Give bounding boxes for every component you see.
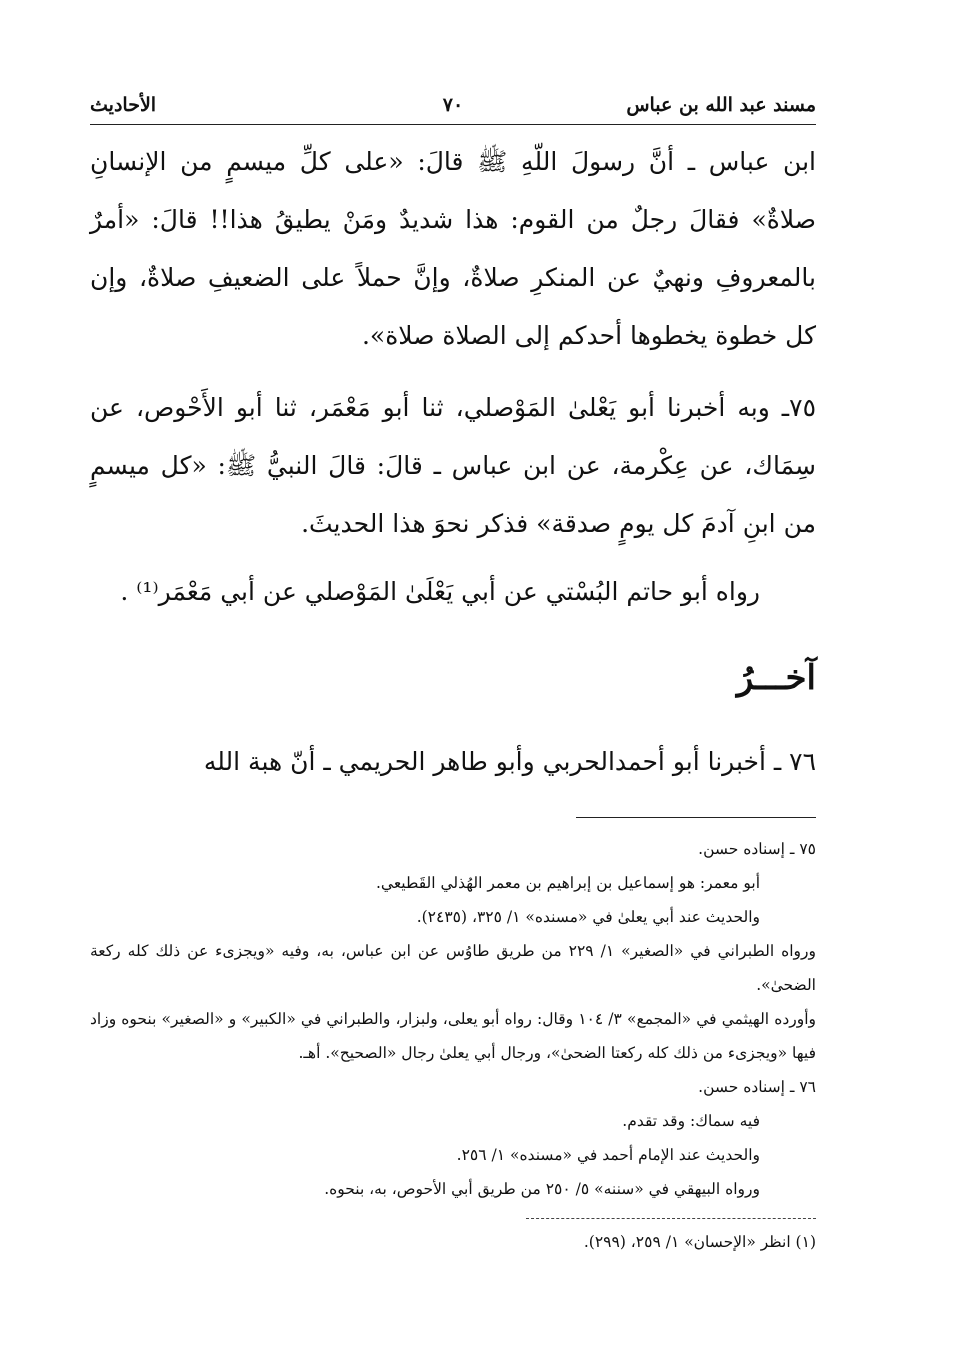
- book-title: مسند عبد الله بن عباس: [626, 94, 816, 116]
- note-75-heading: ٧٥ ـ إسناده حسن.: [698, 840, 816, 858]
- note-75-line: وأورده الهيثمي في «المجمع» ٣/ ١٠٤ وقال: رواه أبو يعلى، ولبزار، والطبراني في «الكبير» و «الصغير» بنحوه وزاد فيها «ويجزىء من ذلك كله ركعتا الضحىٰ»، ورجال أبي يعلىٰ رجال «الصحيح». أهـ.: [90, 1010, 816, 1062]
- note-75-line: أبو معمر: هو إسماعيل بن إبراهيم بن معمر الهُذلي القَطيعي.: [375, 874, 760, 892]
- note-76-line: والحديث عند الإمام أحمد في «مسنده» ١/ ٢٥٦.: [456, 1146, 760, 1164]
- note-76-body: [90, 1104, 816, 1206]
- hadith-75-riwaya: رواه أبو حاتم البُسْتي عن أبي يَعْلَىٰ المَوْصلي عن أبي مَعْمَر⁽¹⁾ .: [120, 577, 760, 606]
- note-76-heading: ٧٦ ـ إسناده حسن.: [698, 1078, 816, 1096]
- footnote-separator: [526, 1218, 816, 1219]
- note-75-body: [90, 866, 816, 1070]
- running-header: [90, 88, 816, 124]
- book-page: [90, 88, 816, 1259]
- main-text: [90, 133, 816, 791]
- hadith-74-continuation: ابن عباس ـ أنَّ رسولَ اللّهِ ﷺ قالَ: «على كلِّ ميسمٍ من الإنسانِ صلاةٌ» فقالَ رجلٌ من القوم: هذا شديدٌ ومَنْ يطيقُ هذا!! قالَ: «أمرٌ بالمعروفِ ونهيٌ عن المنكرِ صلاةٌ، وإنَّ حملاً على الضعيفِ صلاةٌ، وإن كل خطوة يخطوها أحدكم إلى الصلاة صلاة».: [90, 147, 816, 350]
- note-76-line: ورواه البيهقي في «سننه» ٥/ ٢٥٠ من طريق أبي الأحوص، به، بنحوه.: [324, 1180, 760, 1198]
- section-title: الأحاديث: [90, 94, 157, 116]
- commentary-notes: [90, 832, 816, 1206]
- note-75-line: والحديث عند أبي يعلىٰ في «مسنده» ١/ ٣٢٥، (٢٤٣٥).: [416, 908, 760, 926]
- notes-separator: [576, 817, 816, 818]
- note-75-line: ورواه الطبراني في «الصغير» ١/ ٢٢٩ من طريق طاوُس عن ابن عباس، به، وفيه «ويجزىء عن ذلك كله ركعة الضحىٰ».: [90, 942, 816, 994]
- page-number: ٧٠: [442, 94, 464, 116]
- note-76-line: فيه سماك: وقد تقدم.: [622, 1112, 760, 1130]
- section-heading: آخـــرُ: [736, 658, 816, 698]
- hadith-76: ٧٦ ـ أخبرنا أبو أحمدالحربي وأبو طاهر الحريمي ـ أنّ هبة الله: [203, 747, 816, 776]
- header-rule: [90, 124, 816, 125]
- hadith-75: ٧٥ـ وبه أخبرنا أبو يَعْلىٰ المَوْصلي، ثنا أبو مَعْمَر، ثنا أبو الأَحْوص، عن سِمَاك، عن عِكْرمة، عن ابن عباس ـ قالَ: قالَ النبيُّ ﷺ: «كل ميسمٍ من ابنِ آدمَ كل يومٍ صدقة» فذكر نحوَ هذا الحديثَ.: [90, 393, 816, 538]
- footnote-1: (١) انظر «الإحسان» ١/ ٢٥٩، (٢٩٩).: [583, 1233, 816, 1251]
